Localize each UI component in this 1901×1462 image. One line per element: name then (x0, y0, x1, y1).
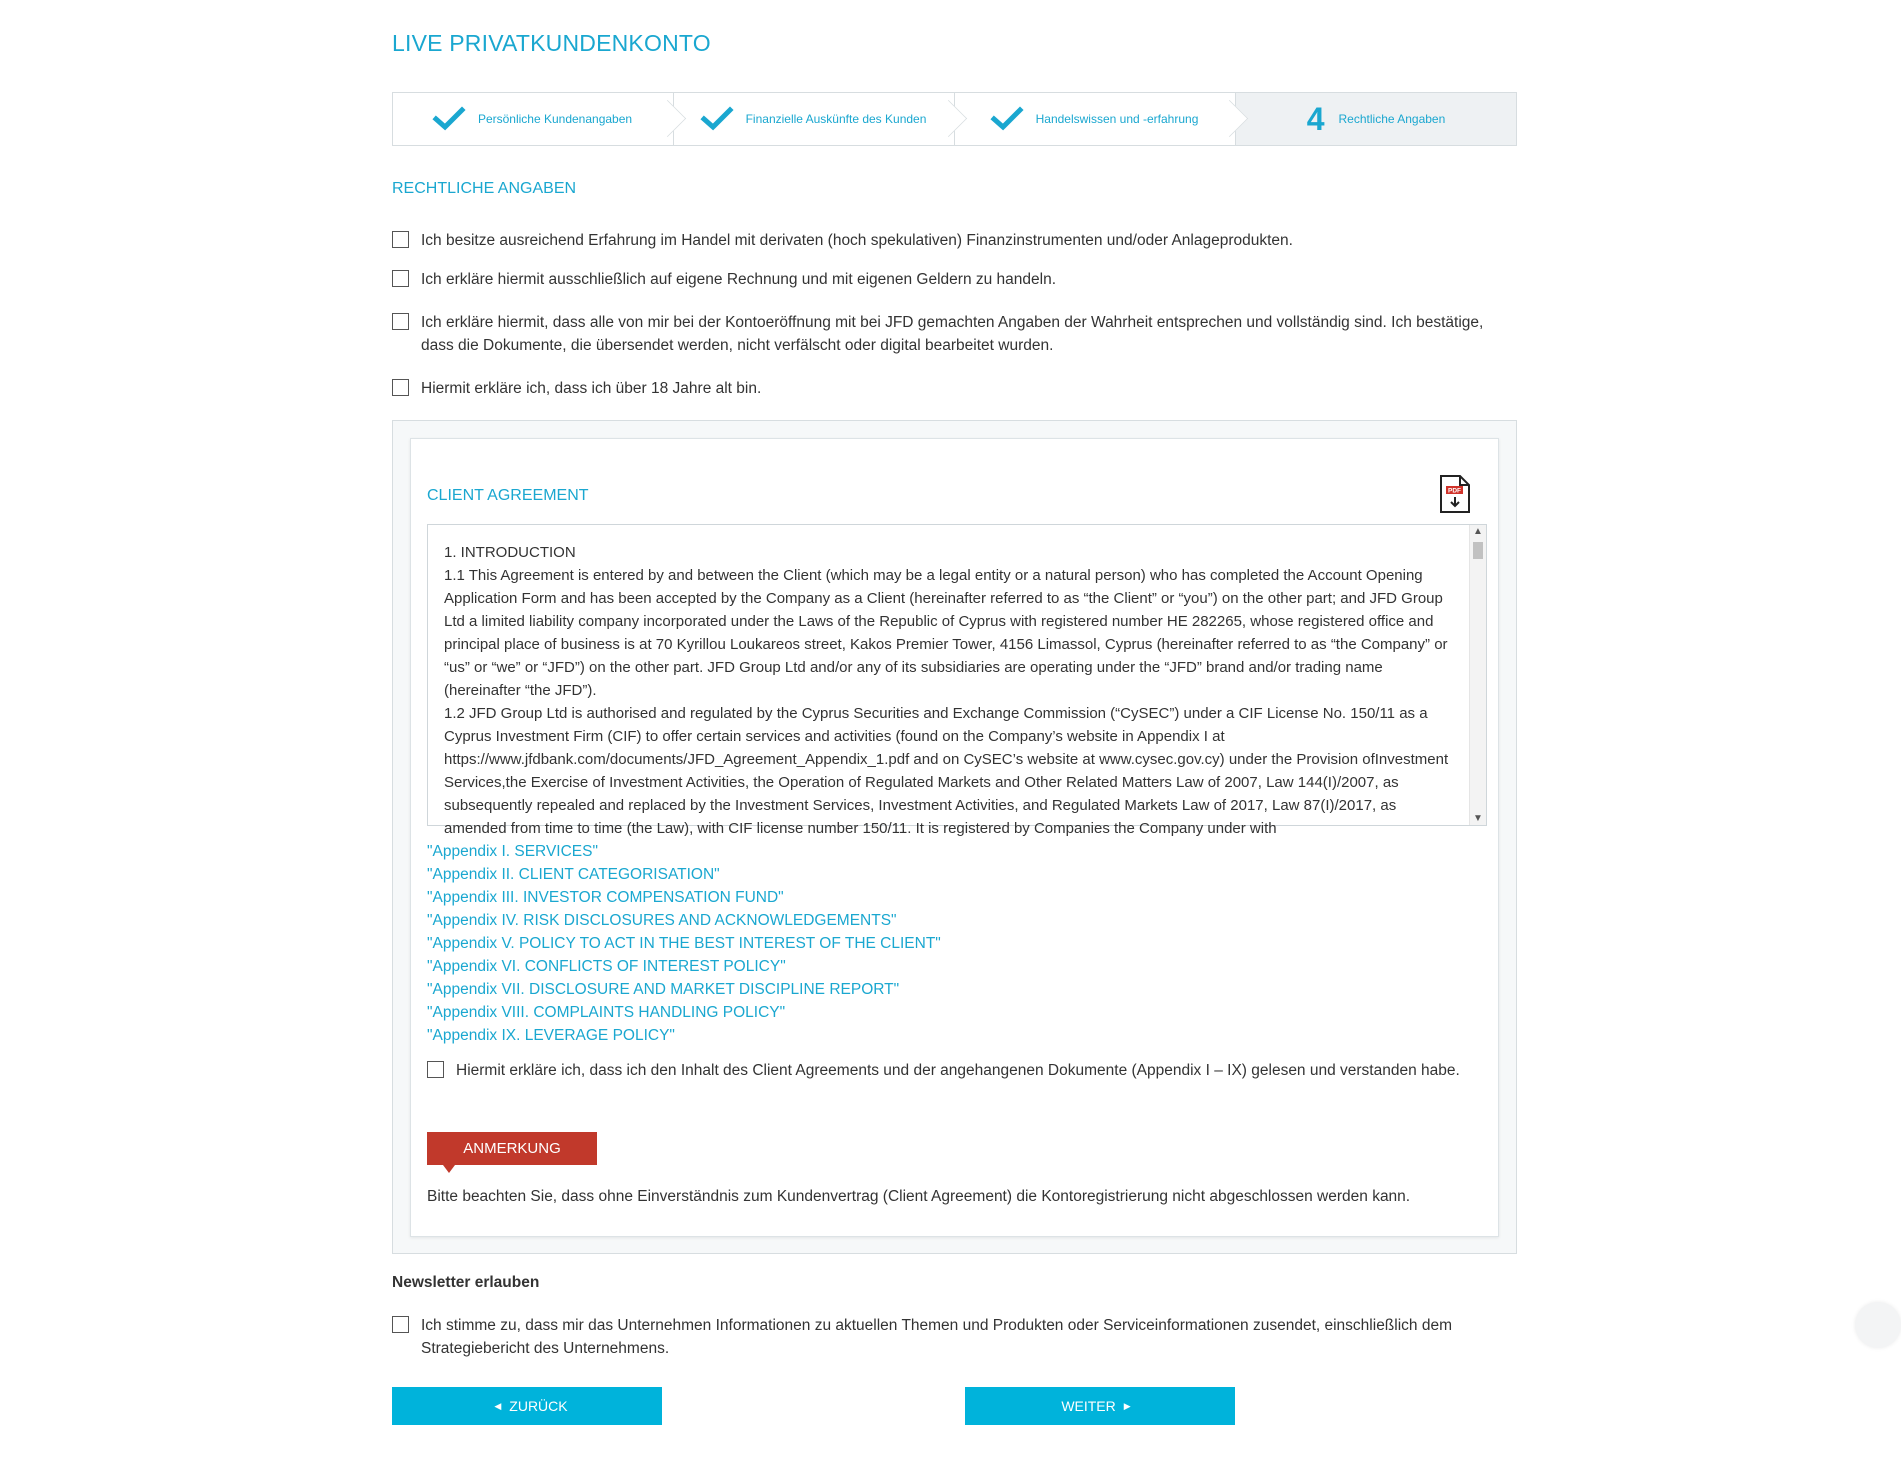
scroll-down-icon[interactable]: ▼ (1473, 813, 1483, 824)
step-1[interactable] (393, 93, 674, 145)
appendix-link[interactable]: "Appendix IX. LEVERAGE POLICY" (427, 1027, 675, 1044)
appendix-link[interactable]: "Appendix I. SERVICES" (427, 843, 598, 860)
section-title: RECHTLICHE ANGABEN (392, 180, 577, 197)
agreement-text (444, 541, 1454, 840)
next-label: WEITER (1061, 1398, 1116, 1414)
pdf-download-icon[interactable] (1438, 474, 1472, 514)
appendix-link[interactable]: "Appendix VII. DISCLOSURE AND MARKET DISCIPLINE REPORT" (427, 981, 900, 998)
checkbox[interactable] (392, 231, 409, 248)
note-badge (427, 1132, 597, 1165)
step-number: 4 (1306, 100, 1325, 137)
step-3[interactable] (955, 93, 1236, 145)
scrollbar-thumb[interactable] (1473, 542, 1483, 559)
checkbox-label: Ich erkläre hiermit, dass alle von mir bei der Kontoeröffnung mit bei JFD gemachten Angaben der Wahrheit entsprechen und vollständig sind. Ich bestätige, dass die Dokumente, die übersendet werden, nicht verfälscht oder digital bearbeitet wurden. (421, 314, 1484, 354)
note-label: ANMERKUNG (463, 1140, 561, 1157)
step-4-current (1236, 93, 1516, 145)
agreement-paragraph: 1. INTRODUCTION (444, 544, 576, 561)
checkmark-icon (992, 107, 1022, 131)
pdf-label: PDF (1448, 487, 1461, 495)
legal-checkbox-row (392, 229, 1515, 252)
agreement-paragraph: 1.2 JFD Group Ltd is authorised and regulated by the Cyprus Securities and Exchange Commission (“CySEC”) under a CIF License No. 150/11 as a Cyprus Investment Firm (CIF) to offer certain services and activities (found on the Company’s website in Appendix I at https://www.jfdbank.com/documents/JFD_Agreement_Appendix_1.pdf and on CySEC’s website at www.cysec.gov.cy) under the Provision ofInvestment Services,the Exercise of Investment Activities, the Operation of Regulated Markets and Other Related Matters Law of 2007, Law 144(I)/2007, as subsequently repealed and replaced by the Investment Services, Investment Activities, and Regulated Markets Law of 2017, Law 87(I)/2017, as amended from time to time (the Law), with CIF license number 150/11. It is registered by Companies the Company under with (444, 705, 1449, 837)
note-text: Bitte beachten Sie, dass ohne Einverständnis zum Kundenvertrag (Client Agreement) die Kontoregistrierung nicht abgeschlossen werden kann. (427, 1188, 1411, 1205)
chevron-left-icon: ◀ (494, 1400, 502, 1411)
checkbox[interactable] (392, 379, 409, 396)
newsletter-checkbox[interactable] (392, 1316, 409, 1333)
legal-checkbox-row (392, 311, 1515, 357)
appendix-link[interactable]: "Appendix VI. CONFLICTS OF INTEREST POLICY" (427, 958, 786, 975)
agreement-title: CLIENT AGREEMENT (427, 487, 589, 504)
checkmark-icon (434, 107, 464, 131)
appendix-link[interactable]: "Appendix IV. RISK DISCLOSURES AND ACKNOWLEDGEMENTS" (427, 912, 897, 929)
appendix-link[interactable]: "Appendix II. CLIENT CATEGORISATION" (427, 866, 720, 883)
agreement-confirm-row (427, 1059, 1460, 1082)
badge-tail (443, 1165, 455, 1173)
checkbox[interactable] (392, 313, 409, 330)
step-1-label: Persönliche Kundenangaben (477, 112, 633, 126)
page-title: LIVE PRIVATKUNDENKONTO (392, 30, 711, 56)
newsletter-title: Newsletter erlauben (392, 1274, 540, 1291)
legal-checkbox-row (392, 268, 1515, 291)
next-button[interactable] (965, 1387, 1235, 1425)
legal-checkbox-row (392, 377, 1515, 400)
step-2[interactable] (674, 93, 955, 145)
newsletter-checkbox-row (392, 1314, 1492, 1360)
client-agreement-panel (392, 420, 1517, 1254)
step-2-label: Finanzielle Auskünfte des Kunden (745, 112, 927, 126)
back-label: ZURÜCK (509, 1398, 568, 1414)
agreement-confirm-checkbox[interactable] (427, 1061, 444, 1078)
newsletter-label: Ich stimme zu, dass mir das Unternehmen Informationen zu aktuellen Themen und Produkten oder Serviceinformationen zusendet, einschließlich dem Strategiebericht des Unternehmens. (421, 1317, 1452, 1357)
checkbox-label: Ich besitze ausreichend Erfahrung im Handel mit derivaten (hoch spekulativen) Finanzinstrumenten und/oder Anlageprodukten. (421, 232, 1293, 249)
checkbox[interactable] (392, 270, 409, 287)
scrollbar[interactable] (1469, 525, 1486, 825)
chat-widget-button[interactable] (1855, 1302, 1901, 1348)
appendix-link[interactable]: "Appendix III. INVESTOR COMPENSATION FUND" (427, 889, 784, 906)
scroll-up-icon[interactable]: ▲ (1473, 526, 1483, 537)
checkmark-icon (702, 107, 732, 131)
back-button[interactable] (392, 1387, 662, 1425)
appendix-list (427, 840, 941, 1047)
checkbox-label: Ich erkläre hiermit ausschließlich auf eigene Rechnung und mit eigenen Geldern zu handeln. (421, 271, 1057, 288)
client-agreement-card (410, 438, 1499, 1237)
step-3-label: Handelswissen und -erfahrung (1035, 112, 1199, 126)
checkbox-label: Hiermit erkläre ich, dass ich über 18 Jahre alt bin. (421, 380, 762, 397)
progress-stepper (392, 92, 1517, 146)
agreement-scrollbox[interactable] (427, 524, 1487, 837)
agreement-confirm-label: Hiermit erkläre ich, dass ich den Inhalt des Client Agreements und der angehangenen Dokumente (Appendix I – IX) gelesen und verstanden habe. (456, 1062, 1460, 1079)
appendix-link[interactable]: "Appendix V. POLICY TO ACT IN THE BEST INTEREST OF THE CLIENT" (427, 935, 941, 952)
step-4-label: Rechtliche Angaben (1338, 112, 1446, 126)
chevron-right-icon: ▶ (1123, 1400, 1131, 1411)
appendix-link[interactable]: "Appendix VIII. COMPLAINTS HANDLING POLICY" (427, 1004, 786, 1021)
agreement-paragraph: 1.1 This Agreement is entered by and between the Client (which may be a legal entity or a natural person) who has completed the Account Opening Application Form and has been accepted by the Company as a Client (hereinafter referred to as “the Client” or “you”) on the other part; and JFD Group Ltd a limited liability company incorporated under the Laws of the Republic of Cyprus with registered number HE 282265, whose registered office and principal place of business is at 70 Kyrillou Loukareos street, Kakos Premier Tower, 4156 Limassol, Cyprus (hereinafter referred to as “the Company” or “us” or “we” or “JFD”) on the other part. JFD Group Ltd and/or any of its subsidiaries are operating under the “JFD” brand and/or trading name (hereinafter “the JFD”). (444, 567, 1448, 699)
